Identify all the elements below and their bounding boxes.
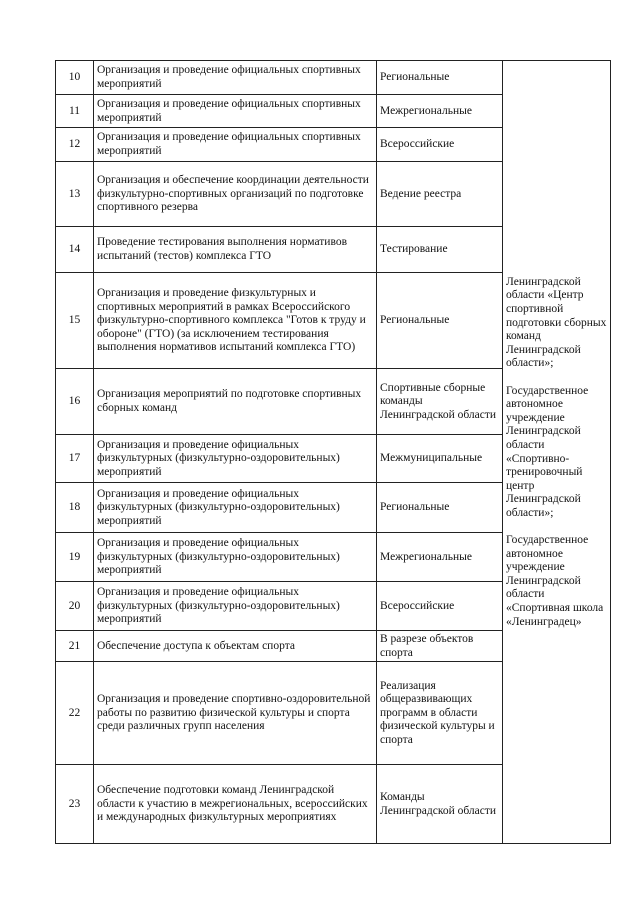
institutions-text: Ленинградской области «Центр спортивной подготовки сборных команд Ленинградской области»; Государственное автономное учреждение Ленинградской области «Спортивно-тренировочный центр Ленинградской области»; Государственное автономное учреждение Ленинградской области «Спортивная школа «Ленинградец» [506,275,607,628]
table-row [56,61,611,95]
row-number: 17 [56,435,94,483]
row-number: 23 [56,765,94,844]
row-number: 20 [56,582,94,631]
service-name: Организация и проведение официальных физкультурных (физкультурно-оздоровительных) мероприятий [94,435,377,483]
service-level: Межрегиональные [377,95,503,128]
service-level: Всероссийские [377,582,503,631]
service-level: Региональные [377,273,503,369]
service-name: Обеспечение доступа к объектам спорта [94,631,377,662]
service-level: Команды Ленинградской области [377,765,503,844]
service-level: Межрегиональные [377,533,503,582]
service-name: Организация и проведение официальных физкультурных (физкультурно-оздоровительных) мероприятий [94,483,377,533]
service-name: Организация и проведение спортивно-оздоровительной работы по развитию физической культуры и спорта среди различных групп населения [94,662,377,765]
row-number: 13 [56,162,94,227]
service-level: Региональные [377,61,503,95]
service-name: Обеспечение подготовки команд Ленинградской области к участию в межрегиональных, всероссийских и международных физкультурных мероприятиях [94,765,377,844]
row-number: 14 [56,227,94,273]
service-level: В разрезе объектов спорта [377,631,503,662]
row-number: 18 [56,483,94,533]
service-name: Организация и проведение физкультурных и спортивных мероприятий в рамках Всероссийского физкультурно-спортивного комплекса "Готов к труду и обороне" (ГТО) (за исключением тестирования выполнения нормативов испытаний комплекса ГТО) [94,273,377,369]
institutions-cell [503,61,611,844]
service-level: Реализация общеразвивающих программ в области физической культуры и спорта [377,662,503,765]
service-name: Организация и проведение официальных спортивных мероприятий [94,95,377,128]
service-level: Ведение реестра [377,162,503,227]
service-name: Организация и проведение официальных физкультурных (физкультурно-оздоровительных) мероприятий [94,582,377,631]
row-number: 12 [56,128,94,162]
service-level: Тестирование [377,227,503,273]
service-name: Организация и обеспечение координации деятельности физкультурно-спортивных организаций по подготовке спортивного резерва [94,162,377,227]
service-name: Проведение тестирования выполнения нормативов испытаний (тестов) комплекса ГТО [94,227,377,273]
service-level: Межмуниципальные [377,435,503,483]
service-name: Организация мероприятий по подготовке спортивных сборных команд [94,369,377,435]
service-level: Всероссийские [377,128,503,162]
service-level: Спортивные сборные команды Ленинградской области [377,369,503,435]
services-table [55,60,611,844]
service-level: Региональные [377,483,503,533]
row-number: 22 [56,662,94,765]
row-number: 19 [56,533,94,582]
service-name: Организация и проведение официальных физкультурных (физкультурно-оздоровительных) мероприятий [94,533,377,582]
row-number: 21 [56,631,94,662]
row-number: 10 [56,61,94,95]
row-number: 11 [56,95,94,128]
row-number: 16 [56,369,94,435]
service-name: Организация и проведение официальных спортивных мероприятий [94,128,377,162]
row-number: 15 [56,273,94,369]
service-name: Организация и проведение официальных спортивных мероприятий [94,61,377,95]
